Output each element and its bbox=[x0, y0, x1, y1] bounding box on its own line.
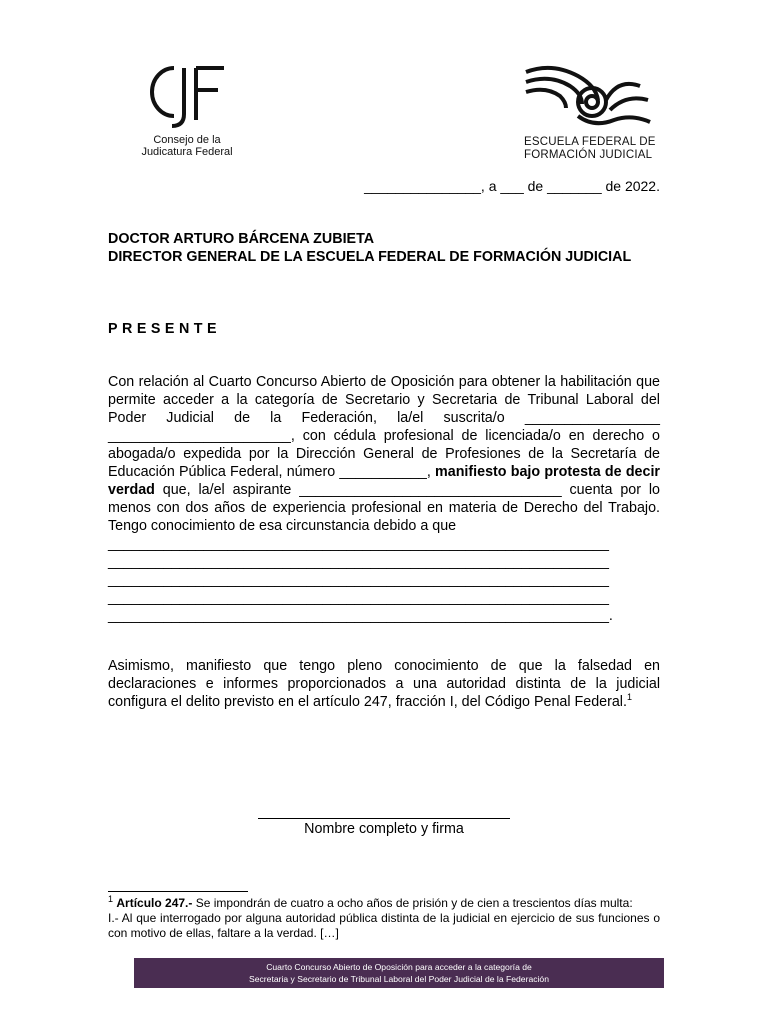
cjf-logo bbox=[132, 62, 242, 162]
eff-line1: ESCUELA FEDERAL DE bbox=[524, 136, 656, 148]
cjf-logo-text bbox=[132, 134, 242, 158]
body-paragraph-2 bbox=[108, 657, 660, 711]
banner-line-2: Secretaria y Secretario de Tribunal Laboral del Poder Judicial de la Federación bbox=[249, 974, 549, 984]
blank-line: _______________________________________________________________ bbox=[108, 590, 609, 606]
addressee-block bbox=[108, 230, 660, 266]
paragraph-1-part2: que, la/el aspirante _________________________________ cuenta por lo menos con dos años de experiencia profesional en materia de Derecho del Trabajo. Tengo conocimiento de esa circunstancia debido a que bbox=[108, 482, 660, 534]
footnote-ref: 1 bbox=[626, 692, 632, 703]
cjf-mark-icon bbox=[140, 62, 234, 132]
eff-logo bbox=[516, 64, 666, 164]
cjf-line2: Judicatura Federal bbox=[141, 146, 233, 158]
addressee-name: DOCTOR ARTURO BÁRCENA ZUBIETA bbox=[108, 231, 375, 247]
paragraph-2-text bbox=[108, 657, 660, 711]
cjf-line1: Consejo de la bbox=[153, 134, 221, 146]
paragraph-1-bold: manifiesto bajo protesta de decir verdad bbox=[108, 464, 660, 498]
banner-line-1: Cuarto Concurso Abierto de Oposición para acceder a la categoría de bbox=[266, 962, 532, 972]
footer-banner bbox=[134, 958, 664, 988]
blank-line: _______________________________________________________________ bbox=[108, 572, 609, 588]
paragraph-1-text bbox=[108, 373, 660, 535]
eff-wave-icon bbox=[522, 64, 654, 134]
addressee-title: DIRECTOR GENERAL DE LA ESCUELA FEDERAL DE FORMACIÓN JUDICIAL bbox=[108, 249, 632, 265]
paragraph-1-part1: Con relación al Cuarto Concurso Abierto de Oposición para obtener la habilitación que permite acceder a la categoría de Secretario y Secretaria de Tribunal Laboral del Poder Judicial de la Federación, la/el suscrita/o _________________ _______________________, con cédula profesional de licenciada/o en derecho o abogada/o expedida por la Dirección General de Profesiones de la Secretaría de Educación Pública Federal, número ___________, bbox=[108, 374, 660, 480]
presente-heading: PRESENTE bbox=[108, 321, 222, 337]
signature-block bbox=[258, 800, 510, 837]
eff-line2: FORMACIÓN JUDICIAL bbox=[524, 149, 653, 161]
footnote-divider bbox=[108, 891, 248, 892]
footnote-line-2: I.- Al que interrogado por alguna autoridad pública distinta de la judicial en ejercicio de sus funciones o con motivo de ellas, faltare a la verdad. […] bbox=[108, 911, 660, 940]
footnote bbox=[108, 896, 660, 941]
blank-line: _______________________________________________________________ bbox=[108, 536, 609, 552]
body-paragraph-1 bbox=[108, 373, 660, 625]
footnote-number: 1 bbox=[108, 894, 114, 904]
signature-label: Nombre completo y firma bbox=[258, 818, 510, 837]
date-line: _______________, a ___ de _______ de 2022. bbox=[364, 178, 660, 194]
eff-logo-text bbox=[516, 136, 674, 162]
paragraph-2-body: Asimismo, manifiesto que tengo pleno conocimiento de que la falsedad en declaraciones e informes proporcionados a una autoridad distinta de la judicial configura el delito previsto en el artículo 247, fracción I, del Código Penal Federal. bbox=[108, 658, 660, 710]
blank-line: _______________________________________________________________. bbox=[108, 608, 613, 624]
footnote-line-1 bbox=[108, 896, 660, 911]
footnote-text-1: Se impondrán de cuatro a ocho años de prisión y de cien a trescientos días multa: bbox=[192, 896, 633, 910]
footnote-article: Artículo 247.- bbox=[116, 896, 193, 910]
blank-line: _______________________________________________________________ bbox=[108, 554, 609, 570]
